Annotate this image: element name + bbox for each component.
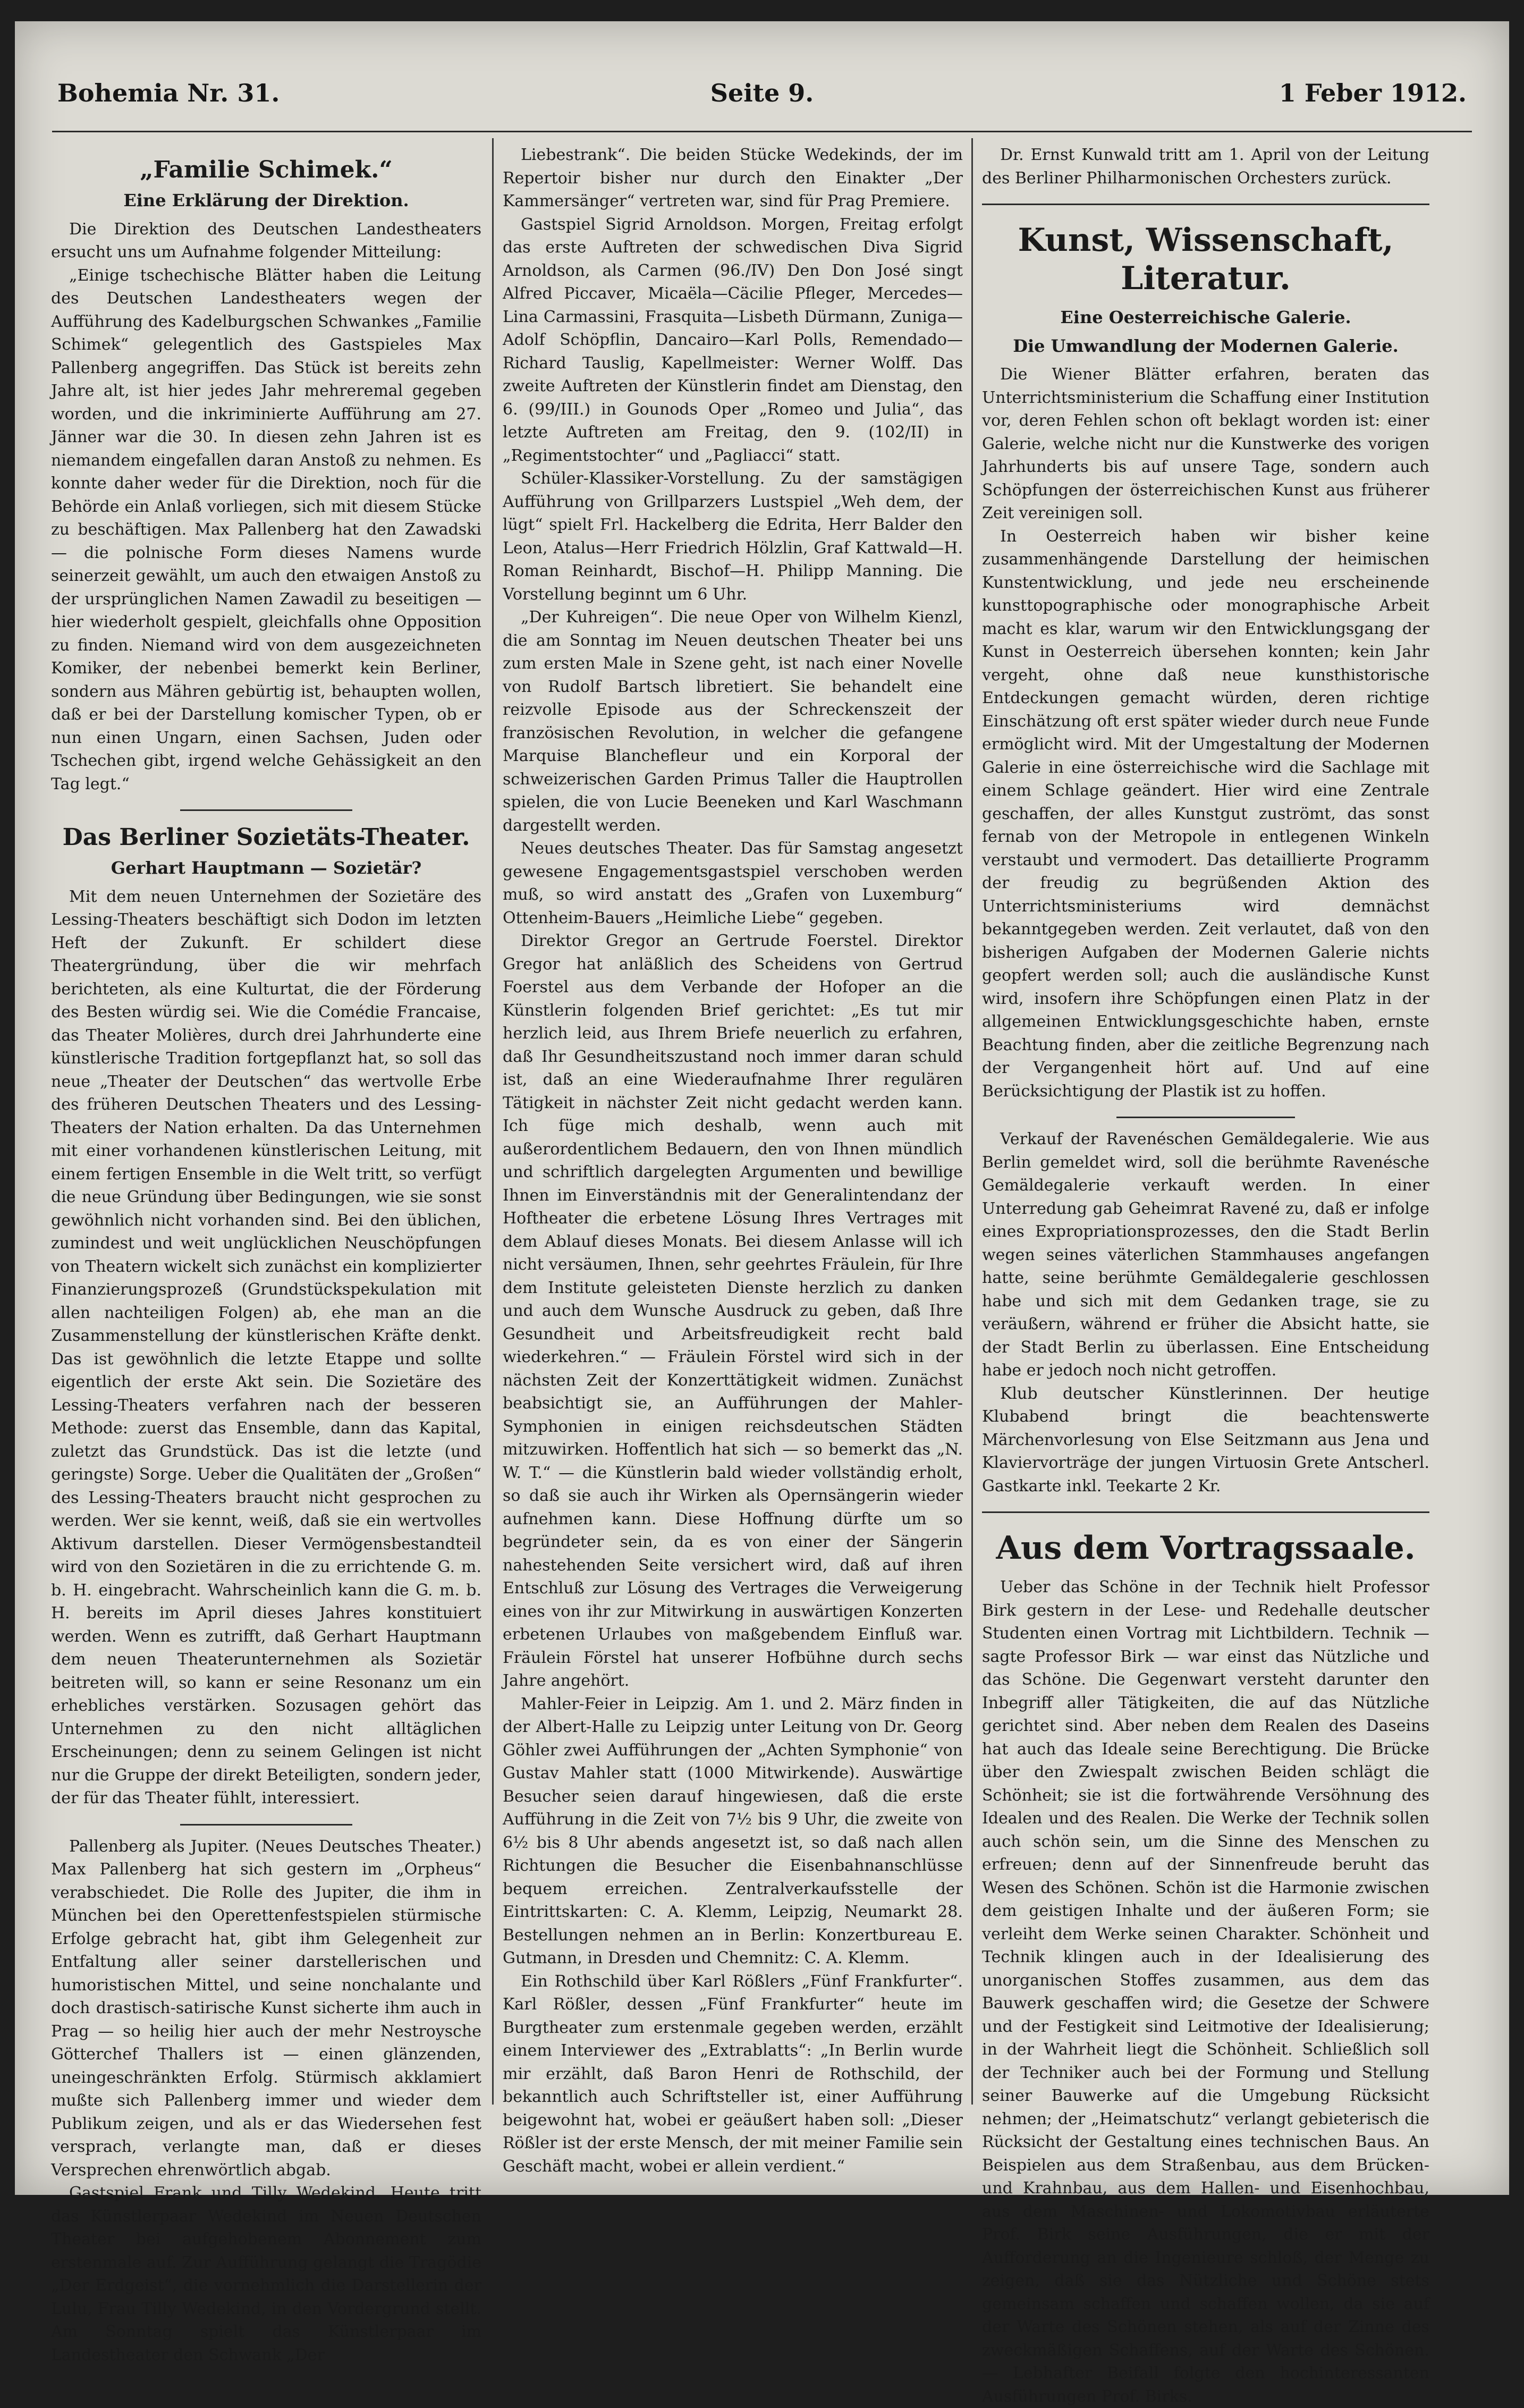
issue-date: 1 Feber 1912. [1279, 79, 1467, 107]
article-paragraph: Gastspiel Frank und Tilly Wedekind. Heute tritt das Künstlerpaar Wedekind im Neuen Deutschen Theater bei aufgehobenem Abonnement zum erstenmale auf. Zur Aufführung gelangt die Tragödie „Der Erdgeist“, die vornehmlich die Darstellerin der Lulu, Frau Tilly Wedekind, in den Vordergrund stellt. Am Sonntag spielt das Künstlerpaar im Landestheater den Schwank „Der [51, 2184, 481, 2364]
article-paragraph: Die Wiener Blätter erfahren, beraten das Unterrichtsministerium die Schaffung einer Institution vor, deren Fehlen schon oft beklagt worden ist: einer Galerie, welche nicht nur die Kunstwerke des vorigen Jahrhunderts bis auf unsere Tage, sondern auch Schöpfungen der österreichischen Kunst aus früherer Zeit vereinigen soll. [982, 365, 1429, 522]
article-title-sozietaets-theater: Das Berliner Sozietäts-Theater. [62, 824, 470, 851]
page-header [57, 79, 1467, 132]
article-paragraph: Klub deutscher Künstlerinnen. Der heutige Klubabend bringt die beachtenswerte Märchenvorlesung von Else Seitzmann aus Jena und Klaviervorträge der jungen Virtuosin Grete Antscherl. Gastkarte inkl. Teekarte 2 Kr. [982, 1384, 1429, 1496]
article-paragraph: In Oesterreich haben wir bisher keine zusammenhängende Darstellung der heimischen Kunstentwicklung, und jede neu erscheinende kunsttopographische oder monographische Arbeit macht es klar, warum wir den Entwicklungsgang der Kunst in Oesterreich übersehen konnten; kein Jahr vergeht, ohne daß neue kunsthistorische Entdeckungen gemacht würden, deren richtige Einschätzung oft erst später wieder durch neue Funde ermöglicht wird. Mit der Umgestaltung der Modernen Galerie in eine österreichische wird die Sachlage mit einem Schlage geändert. Hier wird eine Zentrale geschaffen, der alles Kunstgut zuströmt, das sonst fernab von der Metropole in entlegenen Winkeln verstaubt und vermodert. Das detaillierte Programm der freudig zu begrüßenden Aktion des Unterrichtsministeriums wird demnächst bekanntgegeben werden. Zeit verlautet, daß von den bisherigen Aufgaben der Modernen Galerie nichts geopfert werden soll; auch die ausländische Kunst wird, insofern ihre Schöpfungen einen Platz in der allgemeinen Entwicklungsgeschichte haben, ernste Beachtung finden, aber die zeitliche Begrenzung nach der Vergangenheit hört auf. Und auf eine Berücksichtigung der Plastik ist zu hoffen. [982, 527, 1429, 1101]
column-3 [982, 143, 1429, 2406]
article-paragraph: Dr. Ernst Kunwald tritt am 1. April von der Leitung des Berliner Philharmonischen Orchesters zurück. [982, 146, 1429, 188]
article-subtitle-hauptmann: Gerhart Hauptmann — Sozietär? [111, 858, 422, 878]
article-title-familie-schimek: „Familie Schimek.“ [140, 156, 393, 183]
section-divider [982, 204, 1429, 205]
article-paragraph: „Einige tschechische Blätter haben die Leitung des Deutschen Landestheaters wegen der Aufführung des Kadelburgschen Schwankes „Familie Schimek“ gelegentlich des Gastspieles Max Pallenberg angegriffen. Das Stück ist bereits zehn Jahre alt, ist hier jedes Jahr mehreremal gegeben worden, und die inkriminierte Aufführung am 27. Jänner war die 30. In diesen zehn Jahren ist es niemandem eingefallen daran Anstoß zu nehmen. Es konnte daher weder für die Direktion, noch für die Behörde ein Anlaß vorliegen, sich mit diesem Stücke zu beschäftigen. Max Pallenberg hat den Zawadski — die polnische Form dieses Namens wurde seinerzeit gewählt, um auch den etwaigen Anstoß zu der ursprünglichen Namen Zawadil zu beseitigen — hier wiederholt gespielt, gleichfalls ohne Opposition zu finden. Niemand wird von dem ausgezeichneten Komiker, der nebenbei bemerkt kein Berliner, sondern aus Mähren gebürtig ist, behaupten wollen, daß er bei der Darstellung komischer Typen, ob er nun einen Ungarn, einen Sachsen, Juden oder Tschechen gibt, irgend welche Gehässigkeit an den Tag legt.“ [51, 266, 481, 793]
article-paragraph: Verkauf der Ravenéschen Gemäldegalerie. Wie aus Berlin gemeldet wird, soll die berühmte Ravenésche Gemäldegalerie verkauft werden. In einer Unterredung gab Geheimrat Ravené zu, daß er infolge eines Expropriationsprozesses, den die Stadt Berlin wegen seines väterlichen Stammhauses angefangen hatte, seine berühmte Gemäldegalerie geschlossen habe und sich mit dem Gedanken trage, sie zu veräußern, während er früher die Absicht hatte, sie der Stadt Berlin zu überlassen. Eine Entscheidung habe er jedoch noch nicht getroffen. [982, 1130, 1429, 1380]
article-paragraph: Gastspiel Sigrid Arnoldson. Morgen, Freitag erfolgt das erste Auftreten der schwedischen Diva Sigrid Arnoldson, als Carmen (96./IV) Den Don José singt Alfred Piccaver, Micaëla—Cäcilie Pfleger, Mercedes—Lina Carmassini, Frasquita—Lisbeth Dürmann, Zuniga—Adolf Schöpflin, Dancairo—Karl Polls, Remendado—Richard Tauslig, Kapellmeister: Werner Wolff. Das zweite Auftreten der Künstlerin findet am Dienstag, den 6. (99/III.) in Gounods Oper „Romeo und Julia“, das letzte Auftreten am Freitag, den 9. (102/II) in „Regimentstochter“ und „Pagliacci“ statt. [503, 215, 963, 465]
issue-number: Bohemia Nr. 31. [57, 79, 280, 107]
page-number: Seite 9. [710, 79, 814, 107]
section-divider [982, 1511, 1429, 1513]
article-paragraph: Die Direktion des Deutschen Landestheaters ersucht uns um Aufnahme folgender Mitteilung: [51, 219, 481, 261]
article-paragraph: Mahler-Feier in Leipzig. Am 1. und 2. März finden in der Albert-Halle zu Leipzig unter Leitung von Dr. Georg Göhler zwei Aufführungen der „Achten Symphonie“ von Gustav Mahler statt (1000 Mitwirkende). Auswärtige Besucher seien darauf hingewiesen, daß die erste Aufführung in die Zeit von 7½ bis 9 Uhr, die zweite von 6½ bis 8 Uhr abends angesetzt ist, so daß nach allen Richtungen die Besucher die Eisenbahnanschlüsse bequem erreichen. Zentralverkaufsstelle der Eintrittskarten: C. A. Klemm, Leipzig, Neumarkt 28. Bestellungen nehmen an in Berlin: Konzertbureau E. Gutmann, in Dresden und Chemnitz: C. A. Klemm. [503, 1694, 963, 1967]
section-divider [180, 1824, 352, 1826]
article-paragraph: „Der Kuhreigen“. Die neue Oper von Wilhelm Kienzl, die am Sonntag im Neuen deutschen Theater bei uns zum ersten Male in Szene geht, ist nach einer Novelle von Rudolf Bartsch libretiert. Sie behandelt eine reizvolle Episode aus der Schreckenszeit der französischen Revolution, in welcher die gefangene Marquise Blanchefleur und ein Korporal der schweizerischen Garden Primus Taller die Hauptrollen spielen, die von Lucie Beeneken und Karl Waschmann dargestellt werden. [503, 608, 963, 835]
article-paragraph: Direktor Gregor an Gertrude Foerstel. Direktor Gregor hat anläßlich des Scheidens von Gertrud Foerstel aus dem Verbande der Hofoper an die Künstlerin folgenden Brief gerichtet: „Es tut mir herzlich leid, aus Ihrem Briefe neuerlich zu erfahren, daß Ihr Gesundheitszustand noch immer daran schuld ist, daß an eine Wiederaufnahme Ihrer regulären Tätigkeit in nächster Zeit nicht gedacht werden kann. Ich füge mich deshalb, wenn auch mit außerordentlichem Bedauern, den von Ihnen mündlich und schriftlich dargelegten Argumenten und bewillige Ihnen im Einverständnis mit der Generalintendanz der Hoftheater die erbetene Lösung Ihres Vertrages mit dem Ablauf dieses Monats. Bei diesem Anlasse will ich nicht versäumen, Ihnen, sehr geehrtes Fräulein, für Ihre dem Institute geleisteten Dienste herzlich zu danken und auch dem Wunsche Ausdruck zu geben, daß Ihre Gesundheit und Arbeitsfreudigkeit recht bald wiederkehren.“ — Fräulein Förstel wird sich in der nächsten Zeit der Konzerttätigkeit widmen. Zunächst beabsichtigt sie, an Aufführungen der Mahler-Symphonien in einigen reichsdeutschen Städten mitzuwirken. Hoffentlich hat sich — so bemerkt das „N. W. T.“ — die Künstlerin bald wieder vollständig erholt, so daß sie auch ihr Wirken als Opernsängerin wieder aufnehmen kann. Diese Hoffnung dürfte um so begründeter sein, da es von einer der Sängerin nahestehenden Seite versichert wird, daß auf ihren Entschluß zur Lösung des Vertrages die Verweigerung eines von ihr zur Mitwirkung in auswärtigen Konzerten erbetenen Urlaubes von maßgebendem Einfluß war. Fräulein Förstel hat unserer Hofbühne durch sechs Jahre angehört. [503, 932, 963, 1690]
section-divider [180, 809, 352, 811]
column-divider-2 [971, 138, 973, 2105]
article-paragraph: Ueber das Schöne in der Technik hielt Professor Birk gestern in der Lese- und Redehalle deutscher Studenten einen Vortrag mit Lichtbildern. Technik — sagte Professor Birk — war einst das Nützliche und das Schöne. Die Gegenwart versteht darunter den Inbegriff aller Tätigkeiten, die auf das Nützliche gerichtet sind. Aber neben dem Realen des Daseins hat auch das Ideale seine Berechtigung. Die Brücke über den Zwiespalt zwischen Beiden schlägt die Schönheit; sie ist die fortwährende Versöhnung des Idealen und des Realen. Die Werke der Technik sollen auch schön sein, um die Sinne des Menschen zu erfreuen; denn auf der Sinnenfreude beruht das Wesen des Schönen. Schön ist die Harmonie zwischen dem geistigen Inhalte und der äußeren Form; sie verleiht dem Werke seinen Charakter. Schönheit und Technik klingen auch in der Idealisierung des unorganischen Stoffes zusammen, aus dem das Bauwerk geschaffen wird; die Gesetze der Schwere und der Festigkeit sind Leitmotive der Idealisierung; in der Wahrheit liegt die Schönheit. Schließlich soll der Techniker auch bei der Formung und Stellung seiner Bauwerke auf die Umgebung Rücksicht nehmen; der „Heimatschutz“ verlangt gebieterisch die Rücksicht der Gestaltung eines technischen Baus. An Beispielen aus dem Straßenbau, aus dem Brücken- und Krahnbau, aus dem Hallen- und Eisenhochbau, aus dem Maschinen- und Lokomotivbau erläuterte Prof. Birk seine Ausführungen, die er mit der Aufforderung an die Ingenieure schloß, der Menge zu zeigen, daß sie das Nützliche und Schöne stets gemeinsam schaffen und schaffen wollen, da sie auf der Warte des Schönen stehen, als auf der Zinne des zweckmäßigen Schaffens, auf der Warte des Schönen. — Lebhafter Beifall folgte den hochinteressanten Ausführungen Prof. Birks. [982, 1578, 1429, 2406]
column-2 [503, 143, 963, 2176]
article-paragraph: Mit dem neuen Unternehmen der Sozietäre des Lessing-Theaters beschäftigt sich Dodon im letzten Heft der Zukunft. Er schildert diese Theatergründung, über die wir mehrfach berichteten, als eine Kulturtat, die der Förderung des Besten würdig sei. Wie die Comédie Francaise, das Theater Molières, durch drei Jahrhunderte eine künstlerische Tradition fortgepflanzt hat, so soll das neue „Theater der Deutschen“ das wertvolle Erbe des früheren Deutschen Theaters und des Lessing-Theaters der Nation erhalten. Da das Unternehmen mit einer vorhandenen künstlerischen Leitung, mit einem fertigen Ensemble in die Welt tritt, so verfügt die neue Gründung über Bedingungen, wie sie sonst gewöhnlich nicht vorhanden sind. Bei den üblichen, zumindest und weit unglücklichen Neuschöpfungen von Theatern wickelt sich zunächst ein komplizierter Finanzierungsprozeß (Grundstückspekulation mit allen nachteiligen Folgen) ab, ehe man an die Zusammenstellung der künstlerischen Kräfte denkt. Das ist gewöhnlich die letzte Etappe und sollte eigentlich der erste Akt sein. Die Sozietäre des Lessing-Theaters verfahren nach der besseren Methode: zuerst das Ensemble, dann das Kapital, zuletzt das Grundstück. Das ist die letzte (und geringste) Sorge. Ueber die Qualitäten der „Großen“ des Lessing-Theaters braucht nicht gesprochen zu werden. Wer sie kennt, weiß, daß sie ein wertvolles Aktivum darstellen. Dieser Vermögensbestandteil wird von den Sozietären in die zu errichtende G. m. b. H. eingebracht. Wahrscheinlich kann die G. m. b. H. bereits im April dieses Jahres konstituiert werden. Wenn es zutrifft, daß Gerhart Hauptmann dem neuen Theaterunternehmen als Sozietär beitreten will, so kann er seine Resonanz um ein erhebliches verstärken. Sozusagen gehört das Unternehmen zu den nicht alltäglichen Erscheinungen; denn zu seinem Gelingen ist nicht nur die Gruppe der direkt Beteiligten, sondern jeder, der für das Theater fühlt, interessiert. [51, 887, 481, 1807]
article-paragraph: Liebestrank“. Die beiden Stücke Wedekinds, der im Repertoir bisher nur durch den Einakter „Der Kammersänger“ vertreten war, sind für Prag Premiere. [503, 146, 963, 210]
article-paragraph: Ein Rothschild über Karl Rößlers „Fünf Frankfurter“. Karl Rößler, dessen „Fünf Frankfurter“ heute im Burgtheater zum erstenmale gegeben werden, erzählt einem Interviewer des „Extrablatts“: „In Berlin wurde mir erzählt, daß Baron Henri de Rothschild, der bekanntlich auch Schriftsteller ist, einer Aufführung beigewohnt hat, wobei er geäußert haben soll: „Dieser Rößler ist der erste Mensch, der mit meiner Familie sein Geschäft macht, wobei er allein verdient.“ [503, 1972, 963, 2176]
header-rule [52, 131, 1472, 132]
column-1 [51, 143, 481, 2364]
column-divider-1 [492, 138, 494, 2105]
article-subtitle-erklaerung: Eine Erklärung der Direktion. [123, 190, 409, 210]
article-paragraph: Schüler-Klassiker-Vorstellung. Zu der samstägigen Aufführung von Grillparzers Lustspiel „Weh dem, der lügt“ spielt Frl. Hackelberg die Edrita, Herr Balder den Leon, Atalus—Herr Friedrich Hölzlin, Graf Kattwald—H. Roman Reinhardt, Bischof—H. Philipp Manning. Die Vorstellung beginnt um 6 Uhr. [503, 469, 963, 604]
section-title-kunst: Kunst, Wissenschaft, Literatur. [1018, 222, 1394, 297]
article-paragraph: Neues deutsches Theater. Das für Samstag angesetzt gewesene Engagementsgastspiel verschoben werden muß, so wird anstatt des „Grafen von Luxemburg“ Ottenheim-Bauers „Heimliche Liebe“ gegeben. [503, 839, 963, 927]
newspaper-page [15, 21, 1509, 2406]
article-paragraph: Pallenberg als Jupiter. (Neues Deutsches Theater.) Max Pallenberg hat sich gestern im „Orpheus“ verabschiedet. Die Rolle des Jupiter, die ihm in München bei den Operettenfestspielen stürmische Erfolge gebracht hat, gibt ihm Gelegenheit zur Entfaltung aller seiner darstellerischen und humoristischen Mittel, und seine nonchalante und doch drastisch-satirische Kunst sicherte ihm auch in Prag — so heilig hier auch der mehr Nestroysche Götterchef Thallers ist — einen glänzenden, uneingeschränkten Erfolg. Stürmisch akklamiert mußte sich Pallenberg immer und wieder dem Publikum zeigen, und als er das Wiedersehen fest versprach, verlangte man, daß er dieses Versprechen ehrenwörtlich abgab. [51, 1837, 481, 2179]
section-title-vortragssaale: Aus dem Vortragssaale. [996, 1530, 1416, 1567]
section-divider [1116, 1117, 1296, 1118]
article-subtitle-umwandlung: Die Umwandlung der Modernen Galerie. [1013, 335, 1399, 356]
article-subtitle-galerie: Eine Oesterreichische Galerie. [1060, 307, 1351, 327]
